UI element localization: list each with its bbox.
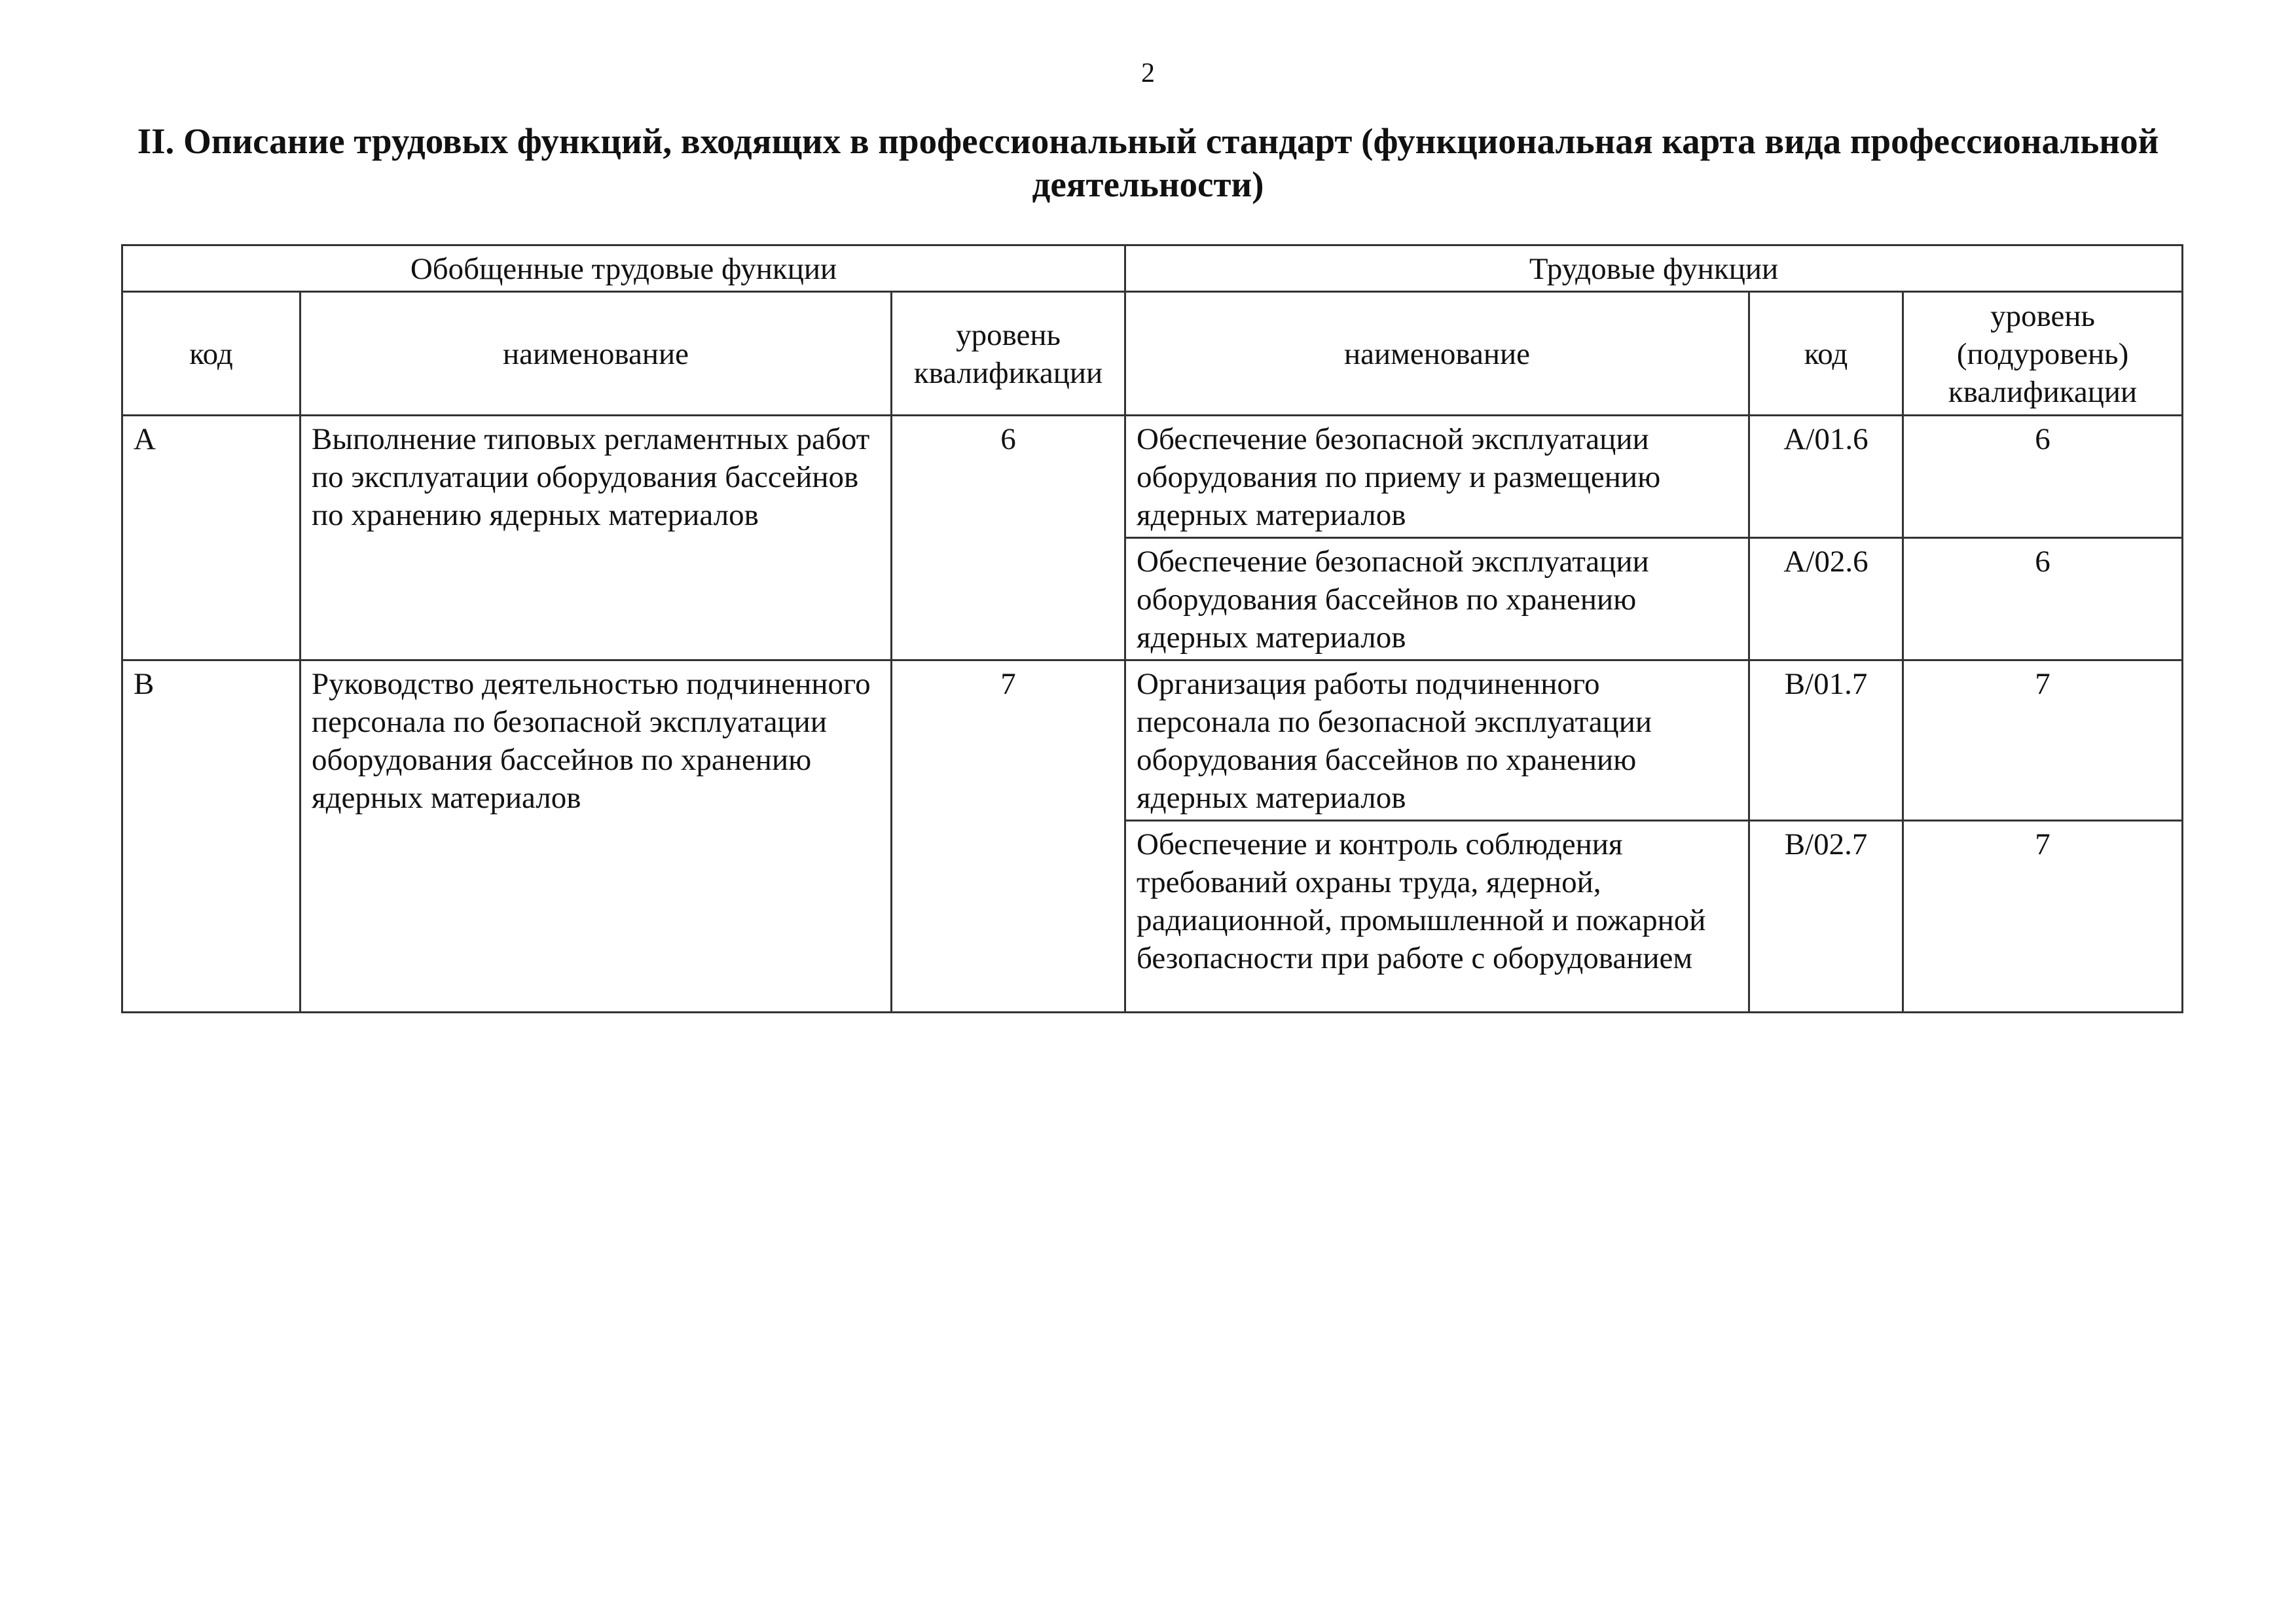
- fn-level-cell: 6: [1903, 416, 2183, 538]
- fn-name-header: наименование: [1125, 292, 1749, 416]
- fn-code-header: код: [1749, 292, 1903, 416]
- gen-level-header: уровень квалификации: [892, 292, 1125, 416]
- fn-level-header: уровень (подуровень) квалификации: [1903, 292, 2183, 416]
- table-group-header-row: [122, 245, 2183, 292]
- gen-name-cell: Выполнение типовых регламентных работ по эксплуатации оборудования бассейнов по хранению ядерных материалов: [301, 416, 892, 660]
- gen-code-cell: A: [122, 416, 301, 660]
- gen-name-cell: Руководство деятельностью подчиненного персонала по безопасной эксплуатации оборудования бассейнов по хранению ядерных материалов: [301, 660, 892, 1013]
- gen-code-cell: B: [122, 660, 301, 1013]
- table-row: [122, 660, 2183, 821]
- functional-map-table: [121, 244, 2183, 1013]
- fn-code-cell: A/01.6: [1749, 416, 1903, 538]
- fn-code-cell: A/02.6: [1749, 538, 1903, 660]
- fn-name-cell: Обеспечение и контроль соблюдения требований охраны труда, ядерной, радиационной, промышленной и пожарной безопасности при работе с оборудованием: [1125, 821, 1749, 1013]
- fn-name-cell: Обеспечение безопасной эксплуатации оборудования бассейнов по хранению ядерных материалов: [1125, 538, 1749, 660]
- section-title: II. Описание трудовых функций, входящих в профессиональный стандарт (функциональная карта вида профессиональной деятельности): [137, 121, 2159, 204]
- table-column-header-row: [122, 292, 2183, 416]
- fn-level-cell: 6: [1903, 538, 2183, 660]
- generalized-functions-header: Обобщенные трудовые функции: [122, 245, 1125, 292]
- fn-name-cell: Обеспечение безопасной эксплуатации оборудования по приему и размещению ядерных материалов: [1125, 416, 1749, 538]
- page-number: 2: [1141, 58, 1155, 88]
- gen-name-header: наименование: [301, 292, 892, 416]
- fn-name-cell: Организация работы подчиненного персонала по безопасной эксплуатации оборудования бассейнов по хранению ядерных материалов: [1125, 660, 1749, 821]
- gen-level-cell: 7: [892, 660, 1125, 1013]
- gen-code-header: код: [122, 292, 301, 416]
- fn-level-cell: 7: [1903, 821, 2183, 1013]
- table-row: [122, 416, 2183, 538]
- gen-level-cell: 6: [892, 416, 1125, 660]
- fn-code-cell: B/01.7: [1749, 660, 1903, 821]
- labor-functions-header: Трудовые функции: [1125, 245, 2183, 292]
- fn-code-cell: B/02.7: [1749, 821, 1903, 1013]
- fn-level-cell: 7: [1903, 660, 2183, 821]
